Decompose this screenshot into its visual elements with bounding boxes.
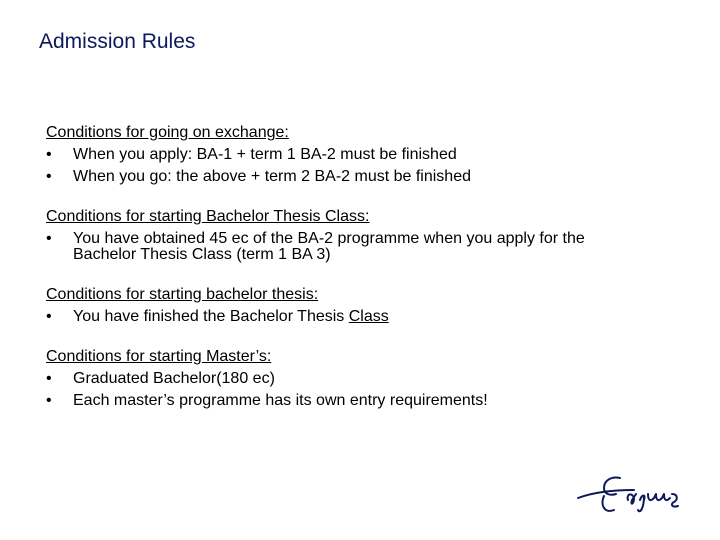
bullet-marker: • (46, 370, 52, 387)
erasmus-signature-logo-icon (574, 470, 684, 518)
section-heading: Conditions for starting bachelor thesis: (46, 286, 319, 303)
bullet-text: Each master’s programme has its own entry requirements! (73, 392, 488, 409)
bullet-item (46, 228, 646, 266)
bullet-text (73, 306, 646, 328)
bullet-item (46, 306, 646, 328)
bullet-text: When you apply: BA-1 + term 1 BA-2 must be finished (73, 146, 457, 163)
bullet-marker: • (46, 392, 52, 409)
bullet-text: Graduated Bachelor(180 ec) (73, 370, 275, 387)
bullet-item (46, 368, 646, 390)
bullet-text-prefix: You have finished the Bachelor Thesis (73, 308, 349, 325)
bullet-marker: • (46, 168, 52, 185)
bullet-text-underlined: Class (348, 308, 389, 325)
section-masters (46, 346, 646, 412)
bullet-text: When you go: the above + term 2 BA-2 must be finished (73, 168, 471, 185)
section-bachelor-thesis (46, 284, 646, 328)
bullet-item (46, 166, 646, 188)
slide-content (46, 122, 646, 430)
section-heading: Conditions for starting Master’s: (46, 348, 272, 365)
section-heading: Conditions for going on exchange: (46, 124, 289, 141)
bullet-marker: • (46, 146, 52, 163)
slide-title: Admission Rules (39, 30, 196, 53)
section-heading: Conditions for starting Bachelor Thesis Class: (46, 208, 370, 225)
bullet-marker: • (46, 230, 52, 247)
bullet-text: You have obtained 45 ec of the BA-2 programme when you apply for the Bachelor Thesis Class (term 1 BA 3) (73, 230, 585, 263)
section-thesis-class (46, 206, 646, 266)
bullet-marker: • (46, 308, 52, 325)
bullet-item (46, 144, 646, 166)
bullet-item (46, 390, 646, 412)
section-exchange (46, 122, 646, 188)
